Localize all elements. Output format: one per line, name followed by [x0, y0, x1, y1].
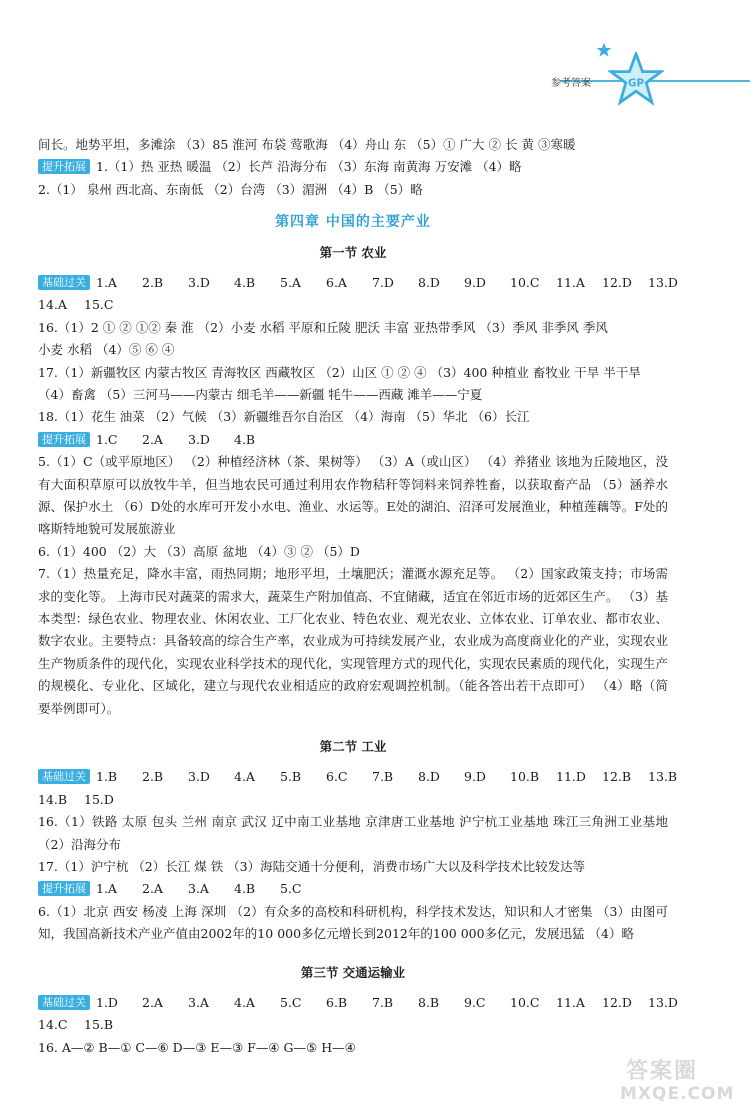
mc-answers: 14.A 15.C	[38, 297, 114, 313]
mc-answers: 14.B 15.D	[38, 791, 114, 807]
section-title: 第一节 农业	[319, 244, 387, 260]
tag-basic: 基础过关	[38, 275, 90, 290]
mc-answers: 基础过关 1.B 2.B 3.D 4.A 5.B 6.C 7.B 8.D 9.D 10.B 11.D 12.B 13.B	[38, 766, 668, 788]
tag-basic: 基础过关	[38, 995, 90, 1010]
mc-answers: 提升拓展 1.A 2.A 3.A 4.B 5.C	[38, 878, 668, 900]
text-line: （4）畜禽 （5）三河马——内蒙古 细毛羊——新疆 牦牛——西藏 滩羊——宁夏	[38, 386, 483, 402]
answer-paragraph: 5.（1）C（或平原地区） （2）种植经济林（茶、果树等） （3）A（或山区） （4）养猪业 该地为丘陵地区，没有大面积草原可以放牧牛羊，但当地农民可通过利用农作物秸秆等饲料来饲养牲畜，以获取畜产品 （5）涵养水源、保护水土 （6）D处的水库可开发小水电、渔业、水运等。E处的湖泊、沼泽可发展渔业，种植莲藕等。F处的喀斯特地貌可发展旅游业	[38, 454, 668, 537]
watermark-bottom: MXQE.COM	[620, 1084, 735, 1104]
header-title: 参考答案	[551, 78, 591, 89]
tag-extend: 提升拓展	[38, 432, 90, 447]
mc-answers: 14.C 15.B	[38, 1017, 114, 1033]
text-line: 6.（1）400 （2）大 （3）高原 盆地 （4）③ ② （5）D	[38, 543, 360, 559]
text-line: 2.（1） 泉州 西北高、东南低 （2）台湾 （3）湄洲 （4）B （5）略	[38, 181, 423, 197]
star-badge-icon	[608, 52, 664, 108]
text-line: 提升拓展 1.（1）热 亚热 暖温 （2）长芦 沿海分布 （3）东海 南黄海 万安滩 （4）略	[38, 156, 668, 178]
mc-answers: 基础过关 1.D 2.A 3.A 4.A 5.C 6.B 7.B 8.B 9.C 10.C 11.A 12.D 13.D	[38, 992, 668, 1014]
text-line: 18.（1）花生 油菜 （2）气候 （3）新疆维吾尔自治区 （4）海南 （5）华北 （6）长江	[38, 409, 530, 425]
section-title: 第三节 交通运输业	[300, 964, 406, 980]
answer-paragraph: 16.（1）铁路 太原 包头 兰州 南京 武汉 辽中南工业基地 京津唐工业基地 沪宁杭工业基地 珠江三角洲工业基地 （2）沿海分布	[38, 814, 668, 852]
answer-paragraph: 6.（1）北京 西安 杨凌 上海 深圳 （2）有众多的高校和科研机构，科学技术发达，知识和人才密集 （3）由图可知，我国高新技术产业产值由2002年的10 000多亿元增长到2012年的100 000多亿元，发展迅猛 （4）略	[38, 903, 668, 942]
chapter-title: 第四章 中国的主要产业	[275, 214, 431, 231]
answer-content	[38, 134, 678, 1059]
text-line: 小麦 水稻 （4）⑤ ⑥ ④	[38, 342, 175, 358]
tag-extend: 提升拓展	[38, 881, 90, 896]
text-line: 间长。地势平坦，多滩涂 （3）85 淮河 布袋 莺歌海 （4）舟山 东 （5）① 广大 ② 长 黄 ③寒暖	[38, 137, 576, 152]
tag-extend: 提升拓展	[38, 159, 90, 174]
text-line: 17.（1）新疆牧区 内蒙古牧区 青海牧区 西藏牧区 （2）山区 ① ② ④ （3）400 种植业 畜牧业 干旱 半干旱	[38, 364, 641, 380]
tag-basic: 基础过关	[38, 769, 90, 784]
mc-answers: 基础过关 1.A 2.B 3.D 4.B 5.A 6.A 7.D 8.D 9.D 10.C 11.A 12.D 13.D	[38, 272, 668, 294]
answer-paragraph: 7.（1）热量充足，降水丰富，雨热同期；地形平坦，土壤肥沃；灌溉水源充足等。 （2）国家政策支持；市场需求的变化等。 上海市民对蔬菜的需求大，蔬菜生产附加值高、不宜储藏，适宜在邻近市场的近郊区生产。 （3）基本类型：绿色农业、物理农业、休闲农业、工厂化农业、特色农业、观光农业、立体农业、订单农业、都市农业、数字农业。主要特点：具备较高的综合生产率，农业成为可持续发展产业，农业成为高度商业化的产业，实现农业生产物质条件的现代化，实现农业科学技术的现代化，实现管理方式的现代化，实现农民素质的现代化，实现生产的规模化、专业化、区域化，建立与现代农业相适应的政府宏观调控机制。（能各答出若干点即可） （4）略（简要举例即可）。	[38, 566, 668, 716]
text-line: 16. A—② B—① C—⑥ D—③ E—③ F—④ G—⑤ H—④	[38, 1039, 356, 1055]
section-title: 第二节 工业	[319, 738, 387, 754]
watermark-top: 答案圈	[626, 1059, 699, 1084]
mc-answers: 提升拓展 1.C 2.A 3.D 4.B	[38, 429, 668, 451]
watermark-logo	[620, 1059, 740, 1104]
text-line: 17.（1）沪宁杭 （2）长江 煤 铁 （3）海陆交通十分便利，消费市场广大以及科学技术比较发达等	[38, 858, 586, 874]
text-line: 16.（1）2 ① ② ①② 秦 淮 （2）小麦 水稻 平原和丘陵 肥沃 丰富 亚热带季风 （3）季风 非季风 季风	[38, 319, 608, 335]
star-label: GP	[628, 77, 644, 90]
